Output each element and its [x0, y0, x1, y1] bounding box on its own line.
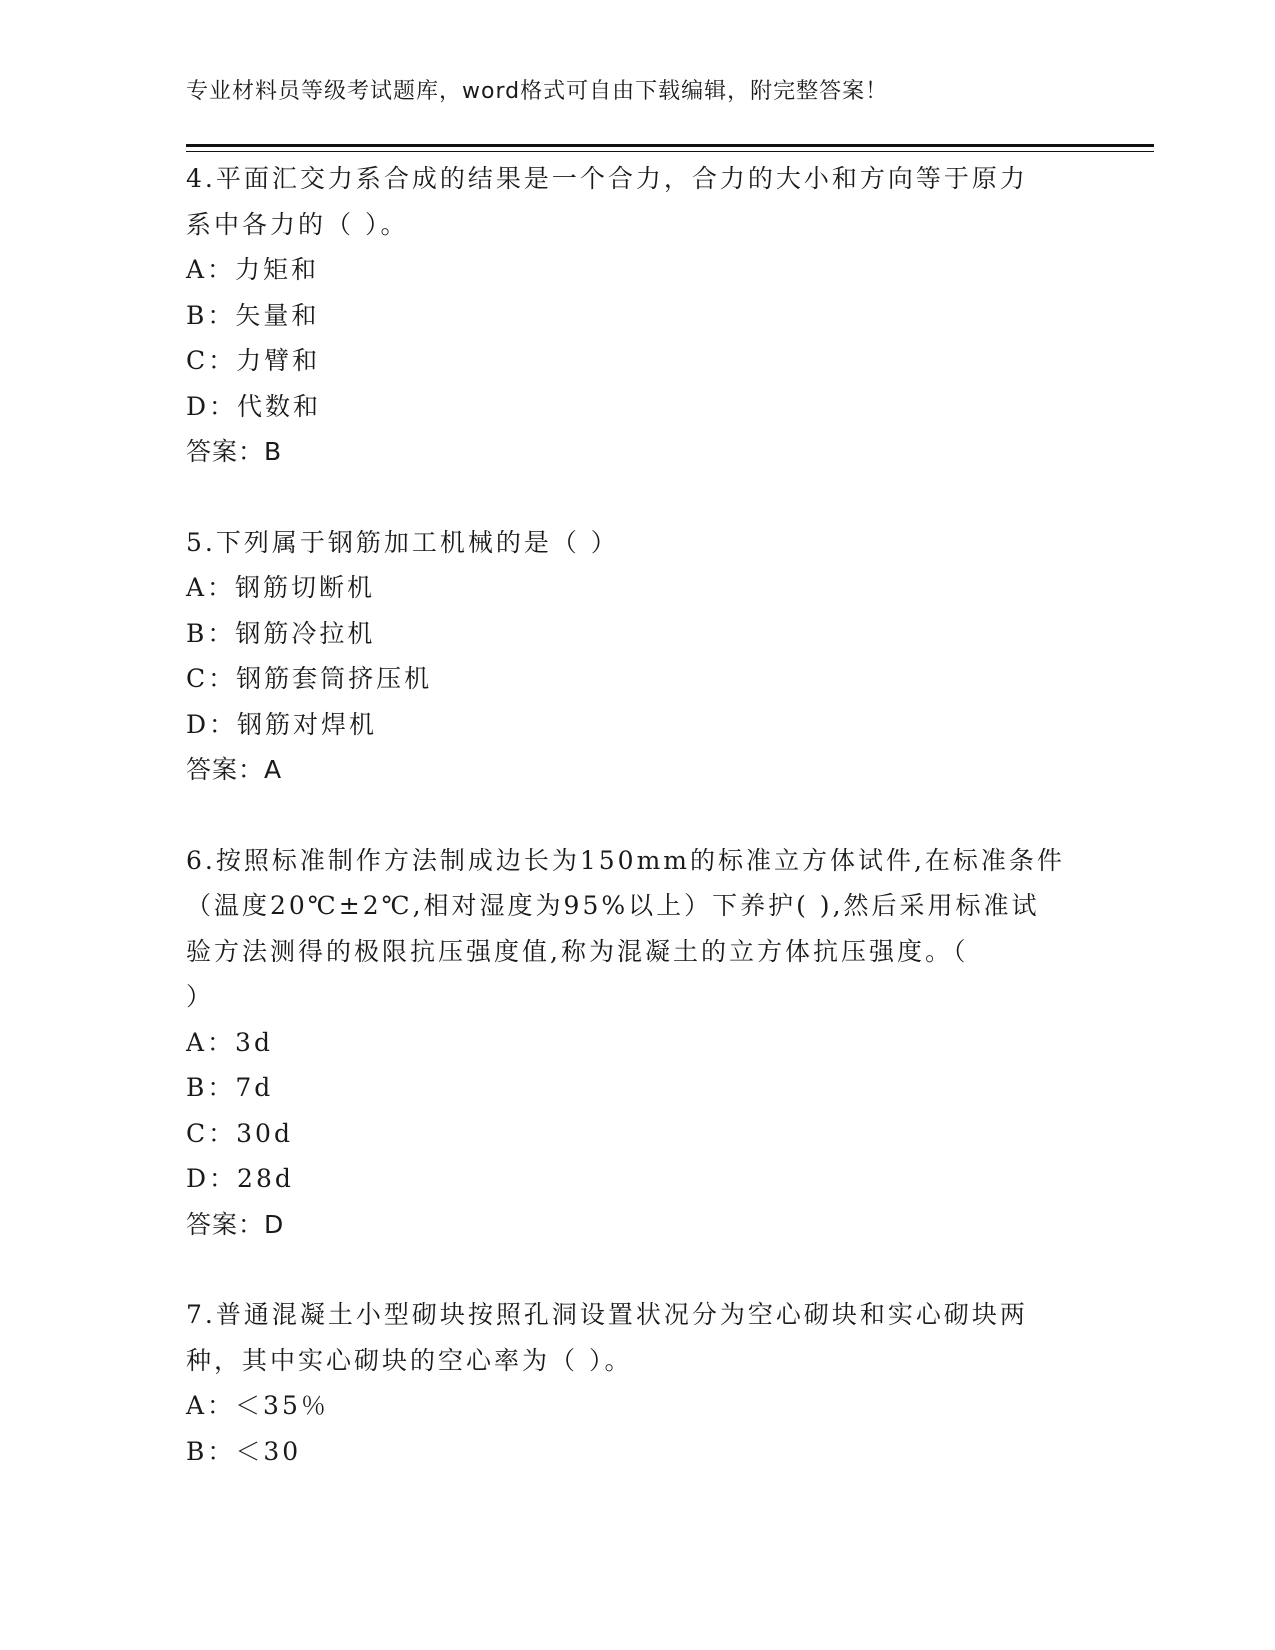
option-a: A：＜35％ — [186, 1391, 329, 1420]
header-divider-thin — [186, 151, 1154, 152]
option-b: B：＜30 — [186, 1436, 302, 1466]
spacer — [186, 793, 1086, 838]
spacer — [186, 475, 1086, 520]
question-stem-line: 4.平面汇交力系合成的结果是一个合力，合力的大小和方向等于原力 — [186, 164, 1028, 193]
option-d: D：28d — [186, 1164, 294, 1193]
option-c: C：力臂和 — [186, 346, 321, 375]
question-7 — [186, 1292, 1086, 1474]
spacer — [186, 1247, 1086, 1292]
option-c: C：钢筋套筒挤压机 — [186, 664, 433, 693]
option-a: A：3d — [186, 1027, 273, 1057]
answer-line: 答案：B — [186, 437, 283, 466]
option-b: B：矢量和 — [186, 300, 320, 330]
question-6 — [186, 838, 1086, 1248]
header-divider-thick — [186, 144, 1154, 147]
question-stem-line: 系中各力的（ ）。 — [186, 209, 409, 239]
page-header-title: 专业材料员等级考试题库，word格式可自由下载编辑，附完整答案！ — [186, 79, 889, 104]
question-stem-line: 7.普通混凝土小型砌块按照孔洞设置状况分为空心砌块和实心砌块两 — [186, 1300, 1028, 1329]
option-d: D：代数和 — [186, 391, 322, 421]
question-4 — [186, 156, 1086, 475]
answer-line: 答案：D — [186, 1209, 285, 1239]
option-d: D：钢筋对焊机 — [186, 709, 378, 739]
option-b: B：7d — [186, 1073, 274, 1102]
question-5 — [186, 520, 1086, 793]
option-a: A：钢筋切断机 — [186, 573, 376, 602]
question-stem-line: 5.下列属于钢筋加工机械的是（ ） — [186, 527, 619, 557]
question-stem-line: （温度20℃±2℃,相对湿度为95%以上）下养护( ),然后采用标准试 — [186, 891, 1040, 920]
question-stem-line: ） — [186, 982, 215, 1011]
question-stem-line: 种，其中实心砌块的空心率为（ ）。 — [186, 1345, 633, 1375]
option-a: A：力矩和 — [186, 255, 320, 284]
option-c: C：30d — [186, 1118, 293, 1148]
question-stem-line: 6.按照标准制作方法制成边长为150mm的标准立方体试件,在标准条件 — [186, 845, 1065, 875]
question-stem-line: 验方法测得的极限抗压强度值,称为混凝土的立方体抗压强度。（ — [186, 936, 969, 966]
answer-line: 答案：A — [186, 755, 283, 784]
option-b: B：钢筋冷拉机 — [186, 618, 376, 648]
question-list — [186, 156, 1086, 1474]
